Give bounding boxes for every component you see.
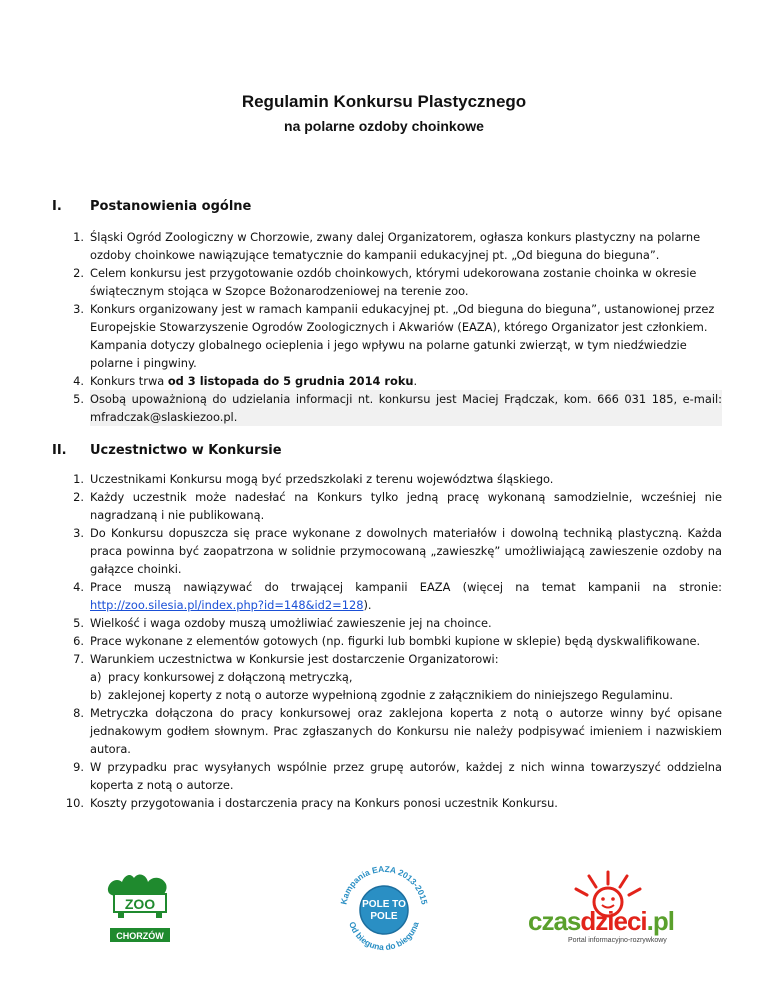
svg-text:POLE TO: POLE TO: [362, 899, 406, 910]
sub-list-item: a) pracy konkursowej z dołączoną metryczką,: [90, 670, 353, 684]
eaza-campaign-logo: [334, 858, 434, 958]
section-1-list: [73, 228, 722, 426]
section-1-numeral: I.: [52, 199, 62, 214]
svg-text:Portal informacyjno-rozrywkowy: Portal informacyjno-rozrywkowy: [568, 937, 667, 944]
list-item: 1. Śląski Ogród Zoologiczny w Chorzowie, zwany dalej Organizatorem, ogłasza konkurs plastyczny na polarne ozdoby choinkowe nawiązujące tematycznie do kampanii edukacyjnej pt. „Od bieguna do bieguna”.: [73, 230, 701, 262]
list-item: 4. Konkurs trwa od 3 listopada do 5 grudnia 2014 roku.: [73, 374, 418, 388]
list-item: 5. Osobą upoważnioną do udzielania informacji nt. konkursu jest Maciej Frądczak, kom. 666 031 185, e-mail: mfradczak@slaskiezoo.pl.: [73, 392, 722, 424]
svg-text:Kampania EAZA 2013-2015: Kampania EAZA 2013-2015: [338, 863, 430, 906]
list-item: 10. Koszty przygotowania i dostarczenia pracy na Konkurs ponosi uczestnik Konkursu.: [65, 796, 558, 810]
list-item: 2. Celem konkursu jest przygotowanie ozdób choinkowych, którymi udekorowana zostanie choinka w okresie świątecznym stojąca w Szopce Bożonarodzeniowej na terenie zoo.: [73, 266, 697, 298]
list-item: 3. Do Konkursu dopuszcza się prace wykonane z dowolnych materiałów i dowolną techniką plastyczną. Każda praca powinna być zaopatrzona w solidnie przymocowaną „zawieszkę” umożliwiającą zawieszenie ozdoby na gałązce choinki.: [73, 526, 722, 576]
list-item: 8. Metryczka dołączona do pracy konkursowej oraz zaklejona koperta z notą o autorze winny być opisane jednakowym godłem słownym. Prac zgłaszanych do Konkursu nie należy podpisywać imieniem i nazwiskiem autora.: [73, 706, 722, 756]
section-2-list: [65, 470, 722, 812]
contest-dates: od 3 listopada do 5 grudnia 2014 roku: [167, 374, 414, 388]
section-2-numeral: II.: [52, 443, 67, 458]
list-item: 1. Uczestnikami Konkursu mogą być przedszkolaki z terenu województwa śląskiego.: [73, 472, 554, 486]
svg-text:Od bieguna do bieguna: Od bieguna do bieguna: [347, 920, 421, 953]
svg-text:POLE: POLE: [370, 911, 398, 922]
list-item: 4. Prace muszą nawiązywać do trwającej kampanii EAZA (więcej na temat kampanii na stronie: http://zoo.silesia.pl/index.php?id=148&id2=128).: [73, 580, 722, 612]
list-item: 9. W przypadku prac wysyłanych wspólnie przez grupę autorów, każdej z nich winna towarzyszyć oddzielna koperta z notą o autorze.: [73, 760, 722, 792]
sub-list-item: b) zaklejonej koperty z notą o autorze wypełnioną zgodnie z załącznikiem do niniejszego Regulaminu.: [90, 688, 673, 702]
svg-text:czasdzieci.pl: czasdzieci.pl: [528, 906, 674, 936]
section-2-title: Uczestnictwo w Konkursie: [90, 443, 282, 458]
document-title: Regulamin Konkursu Plastycznego: [241, 92, 527, 111]
camel-icon: [104, 866, 176, 946]
sun-face-icon: [526, 862, 692, 948]
list-item: 5. Wielkość i waga ozdoby muszą umożliwiać zawieszenie jej na choince.: [73, 616, 492, 630]
sub-list: [90, 668, 722, 704]
list-item: 6. Prace wykonane z elementów gotowych (np. figurki lub bombki kupione w sklepie) będą dyskwalifikowane.: [73, 634, 701, 648]
section-1-title: Postanowienia ogólne: [90, 199, 252, 214]
pole-to-pole-icon: [334, 858, 434, 958]
list-item: 7. Warunkiem uczestnictwa w Konkursie jest dostarczenie Organizatorowi: a) pracy konkursowej z dołączoną metryczką, b) zaklejonej koperty z notą o autorze wypełnioną zgodnie z załącznikiem do niniejszego Regulaminu.: [90, 650, 722, 704]
list-item: 2. Każdy uczestnik może nadesłać na Konkurs tylko jedną pracę wykonaną samodzielnie, wcześniej nie nagradzaną i nie publikowaną.: [73, 490, 722, 522]
svg-text:ZOO: ZOO: [124, 896, 156, 912]
list-item: 3. Konkurs organizowany jest w ramach kampanii edukacyjnej pt. „Od bieguna do bieguna”, ustanowionej przez Europejskie Stowarzyszenie Ogrodów Zoologicznych i Akwariów (EAZA), którego Organizator jest członkiem. Kampania dotyczy globalnego ocieplenia i jego wpływu na polarne gatunki zwierząt, w tym niedźwiedzie polarne i pingwiny.: [73, 302, 715, 370]
svg-text:CHORZÓW: CHORZÓW: [116, 931, 164, 941]
campaign-link[interactable]: http://zoo.silesia.pl/index.php?id=148&id2=128: [90, 598, 364, 612]
document-subtitle: na polarne ozdoby choinkowe: [284, 118, 484, 134]
zoo-chorzow-logo: [104, 866, 176, 946]
czasdzieci-logo: [526, 862, 692, 948]
